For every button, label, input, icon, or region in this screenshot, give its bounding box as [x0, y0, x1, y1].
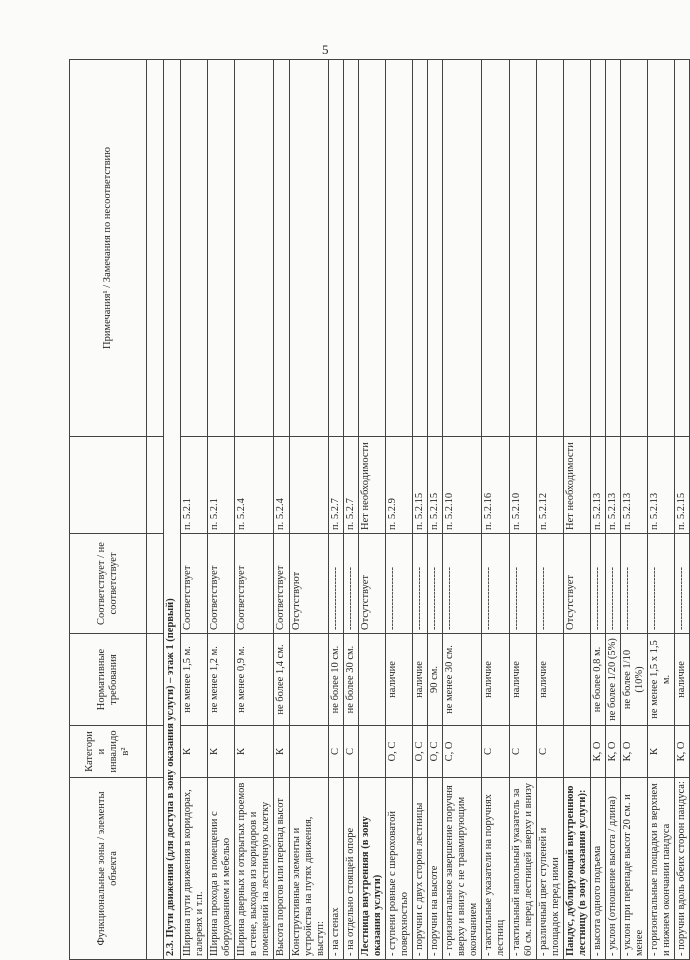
cell-c2: С	[328, 726, 343, 778]
cell-c3: не более 1/10 (10%)	[621, 634, 648, 726]
cell-c4: ------------------	[590, 534, 605, 634]
cell-c6	[208, 60, 235, 437]
cell-c5	[289, 437, 328, 534]
table-row	[536, 60, 563, 960]
cell-c1: - уклон (отношение высота / длина)	[605, 778, 620, 960]
cell-c3: наличие	[385, 634, 412, 726]
cell-c3: не более 30 см.	[343, 634, 358, 726]
cell-c6	[358, 60, 385, 437]
cell-c3: не менее 1,5 х 1,5 м.	[648, 634, 675, 726]
cell-c1: - ступени ровные с шероховатой поверхностью	[385, 778, 412, 960]
cell-c2	[289, 726, 328, 778]
table-header-row	[70, 60, 147, 960]
cell-c3: не менее 1,2 м.	[208, 634, 235, 726]
cell-c2: С	[482, 726, 509, 778]
cell-c3: 90 см.	[428, 634, 443, 726]
cell-c4: Соответствует	[235, 534, 274, 634]
cell-c6	[181, 60, 208, 437]
cell-c6	[482, 60, 509, 437]
cell-c1: Ширина пути движения в коридорах, галереях и т.п.	[181, 778, 208, 960]
page-number: 5	[322, 42, 329, 57]
cell-c5: п. 5.2.15	[413, 437, 428, 534]
cell-c4: ------------------	[443, 534, 482, 634]
cell-c2: К	[274, 726, 289, 778]
cell-c5: п. 5.2.1	[181, 437, 208, 534]
cell-c5: п. 5.2.12	[536, 437, 563, 534]
cell-c3: наличие	[675, 634, 690, 726]
cell-c2: С	[536, 726, 563, 778]
header-notes: Примечания¹ / Замечания по несоответствию	[70, 60, 147, 437]
header-requirements: Нормативные требования	[70, 634, 147, 726]
accessibility-table	[69, 59, 690, 960]
cell-c3	[358, 634, 385, 726]
cell-c4: ------------------	[536, 534, 563, 634]
table-row	[563, 60, 590, 960]
cell-c3: не менее 30 см.	[443, 634, 482, 726]
column-number-row	[147, 60, 164, 960]
cell-c2: К, О	[675, 726, 690, 778]
cell-c1: - тактильный напольный указатель за 60 см. перед лестницей вверху и внизу	[509, 778, 536, 960]
cell-c2: К	[208, 726, 235, 778]
cell-c3	[289, 634, 328, 726]
table-row	[385, 60, 412, 960]
cell-c1: - высота одного подъема	[590, 778, 605, 960]
cell-c3: не более 0,8 м.	[590, 634, 605, 726]
cell-c6	[621, 60, 648, 437]
cell-c2: К, О	[605, 726, 620, 778]
cell-c6	[235, 60, 274, 437]
table-body	[164, 60, 690, 960]
cell-c4: ------------------	[343, 534, 358, 634]
cell-c1: - поручни с двух сторон лестницы	[413, 778, 428, 960]
cell-c4: ------------------	[605, 534, 620, 634]
cell-c2: О, С	[428, 726, 443, 778]
table-row	[343, 60, 358, 960]
cell-c5: п. 5.2.10	[509, 437, 536, 534]
table-row	[328, 60, 343, 960]
table-row	[428, 60, 443, 960]
cell-c4: ------------------	[482, 534, 509, 634]
cell-c4: ------------------	[675, 534, 690, 634]
cell-c5: Нет необходимости	[563, 437, 590, 534]
table-row	[648, 60, 675, 960]
cell-c4: Соответствует	[208, 534, 235, 634]
header-categories: Категории инвалидов²	[70, 726, 147, 778]
cell-c1: - поручни на высоте	[428, 778, 443, 960]
cell-c5: п. 5.2.16	[482, 437, 509, 534]
table-row	[208, 60, 235, 960]
cell-c3: наличие	[509, 634, 536, 726]
cell-c1: - уклон при перепаде высот 20 см. и менее	[621, 778, 648, 960]
cell-c1: - поручни вдоль обеих сторон пандуса:	[675, 778, 690, 960]
cell-c2: К, О	[621, 726, 648, 778]
cell-c3: не более 1,4 см.	[274, 634, 289, 726]
table-row	[235, 60, 274, 960]
cell-c5: п. 5.2.7	[343, 437, 358, 534]
header-zones: Функциональные зоны / элементы объекта	[70, 778, 147, 960]
cell-c2: К	[648, 726, 675, 778]
cell-c3: наличие	[536, 634, 563, 726]
cell-c2: К	[181, 726, 208, 778]
cell-c6	[675, 60, 690, 437]
cell-c6	[413, 60, 428, 437]
header-reference	[70, 437, 147, 534]
cell-c5: п. 5.2.13	[621, 437, 648, 534]
cell-c1: - на стенах	[328, 778, 343, 960]
cell-c2	[358, 726, 385, 778]
cell-c5: п. 5.2.4	[235, 437, 274, 534]
rotated-table-container	[69, 60, 688, 960]
cell-c6	[509, 60, 536, 437]
table-row	[675, 60, 690, 960]
cell-c6	[274, 60, 289, 437]
cell-c6	[536, 60, 563, 437]
cell-c5: п. 5.2.13	[590, 437, 605, 534]
section-row	[164, 60, 181, 960]
cell-c5: п. 5.2.13	[605, 437, 620, 534]
cell-c2: С	[343, 726, 358, 778]
cell-c2	[563, 726, 590, 778]
cell-c1: Ширина прохода в помещении с оборудованием и мебелью	[208, 778, 235, 960]
cell-c6	[605, 60, 620, 437]
cell-c4: Отсутствует	[358, 534, 385, 634]
cell-c4: Соответствует	[274, 534, 289, 634]
cell-c4: ------------------	[428, 534, 443, 634]
table-row	[590, 60, 605, 960]
cell-c5: п. 5.2.7	[328, 437, 343, 534]
table-row	[413, 60, 428, 960]
cell-c4: ------------------	[648, 534, 675, 634]
cell-c5: п. 5.2.15	[675, 437, 690, 534]
cell-c2: О, С	[385, 726, 412, 778]
cell-c1: - на отдельно стоящей опоре	[343, 778, 358, 960]
cell-c1: Конструктивные элементы и устройства на путях движения, выступ:	[289, 778, 328, 960]
cell-c5: п. 5.2.9	[385, 437, 412, 534]
cell-c6	[590, 60, 605, 437]
cell-c3: наличие	[413, 634, 428, 726]
cell-c5: п. 5.2.4	[274, 437, 289, 534]
cell-c3: не менее 1,5 м.	[181, 634, 208, 726]
section-title: 2.3. Пути движения (для доступа в зону оказания услуги) – этаж 1 (первый)	[164, 60, 181, 960]
table-row	[289, 60, 328, 960]
cell-c4: Соответствует	[181, 534, 208, 634]
cell-c4: Отсутствуют	[289, 534, 328, 634]
cell-c6	[428, 60, 443, 437]
cell-c6	[563, 60, 590, 437]
cell-c6	[328, 60, 343, 437]
cell-c2: К	[235, 726, 274, 778]
cell-c4: ------------------	[509, 534, 536, 634]
table-row	[358, 60, 385, 960]
cell-c2: С	[509, 726, 536, 778]
cell-c3	[563, 634, 590, 726]
cell-c4: ------------------	[621, 534, 648, 634]
cell-c1: Пандус, дублирующий внутреннюю лестницу (в зону оказания услуги):	[563, 778, 590, 960]
cell-c2: К, О	[590, 726, 605, 778]
cell-c5: Нет необходимости	[358, 437, 385, 534]
cell-c1: - горизонтальное завершение поручня вверху и внизу с не травмирующим окончанием	[443, 778, 482, 960]
cell-c6	[289, 60, 328, 437]
table-row	[509, 60, 536, 960]
cell-c2: С, О	[443, 726, 482, 778]
cell-c1: - тактильные указатели на поручнях лестниц	[482, 778, 509, 960]
cell-c3: не более 1/20 (5%)	[605, 634, 620, 726]
table-row	[482, 60, 509, 960]
cell-c6	[385, 60, 412, 437]
cell-c1: Высота порогов или перепад высот	[274, 778, 289, 960]
cell-c5: п. 5.2.13	[648, 437, 675, 534]
cell-c3: не более 10 см.	[328, 634, 343, 726]
cell-c6	[648, 60, 675, 437]
cell-c3: наличие	[482, 634, 509, 726]
cell-c1: Лестница внутренняя (в зону оказания услуги)	[358, 778, 385, 960]
table-row	[181, 60, 208, 960]
cell-c1: Ширина дверных и открытых проемов в стене, выходов из коридоров и помещений на лестничную клетку	[235, 778, 274, 960]
header-compliance: Соответствует / не соответствует	[70, 534, 147, 634]
cell-c2: О, С	[413, 726, 428, 778]
cell-c6	[343, 60, 358, 437]
cell-c4: ------------------	[385, 534, 412, 634]
cell-c4: Отсутствует	[563, 534, 590, 634]
cell-c4: ------------------	[413, 534, 428, 634]
cell-c5: п. 5.2.1	[208, 437, 235, 534]
cell-c3: не менее 0,9 м.	[235, 634, 274, 726]
cell-c4: ------------------	[328, 534, 343, 634]
cell-c1: - горизонтальные площадки в верхнем и нижнем окончании пандуса	[648, 778, 675, 960]
cell-c1: - различный цвет ступеней и площадок перед ними	[536, 778, 563, 960]
table-row	[274, 60, 289, 960]
table-row	[443, 60, 482, 960]
table-row	[605, 60, 620, 960]
cell-c6	[443, 60, 482, 437]
cell-c5: п. 5.2.10	[443, 437, 482, 534]
cell-c5: п. 5.2.15	[428, 437, 443, 534]
table-row	[621, 60, 648, 960]
